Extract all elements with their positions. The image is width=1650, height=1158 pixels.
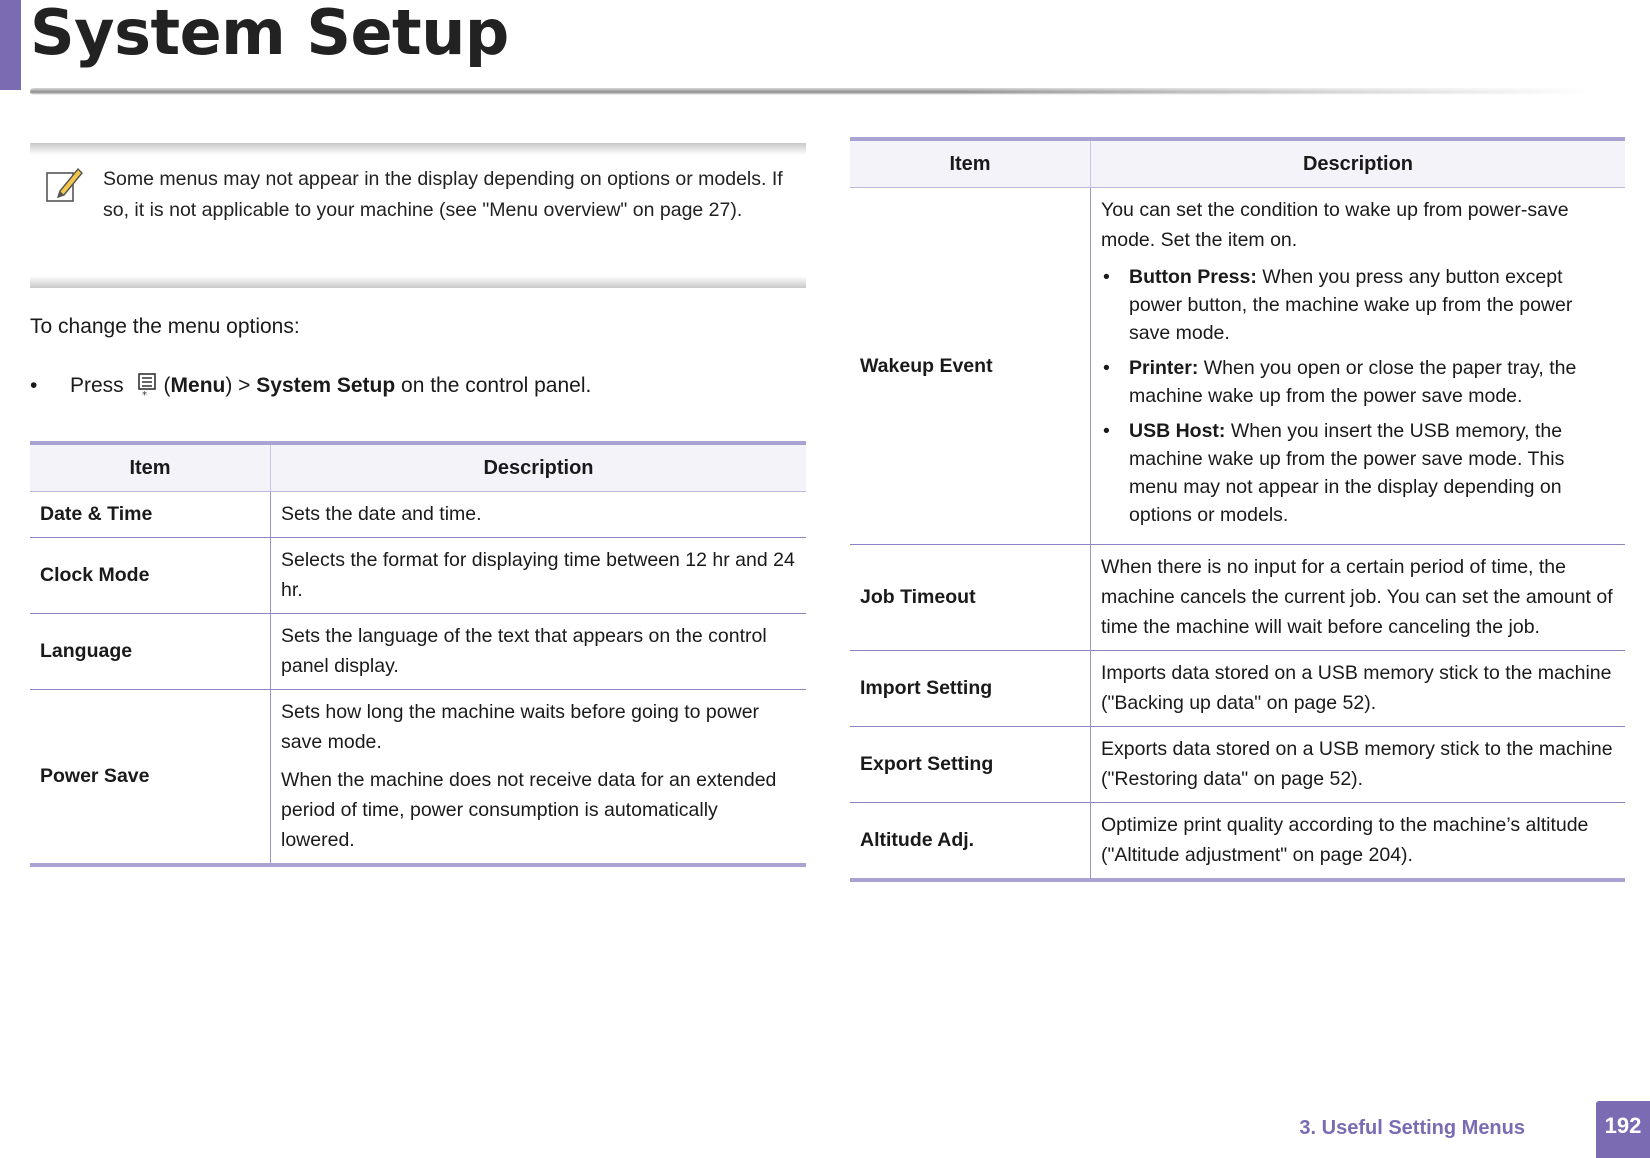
list-item bbox=[1101, 263, 1615, 347]
row-description: Imports data stored on a USB memory stick to the machine ("Backing up data" on page 52). bbox=[1091, 651, 1626, 727]
bullet-label: USB Host: bbox=[1129, 420, 1226, 442]
instruction-press: Press bbox=[70, 374, 124, 397]
row-item: Altitude Adj. bbox=[850, 803, 1091, 881]
bullet-label: Button Press: bbox=[1129, 266, 1257, 288]
row-description bbox=[1091, 188, 1626, 545]
instruction-menu-label: Menu bbox=[170, 374, 226, 397]
note-bottom-border bbox=[30, 276, 806, 288]
footer-section-title: 3. Useful Setting Menus bbox=[1299, 1117, 1525, 1139]
intro-text: To change the menu options: bbox=[30, 315, 300, 338]
row-item: Clock Mode bbox=[30, 538, 271, 614]
bullet-text: When you press any button except power button, the machine wake up from the power save mode. bbox=[1129, 266, 1573, 344]
table-header-row bbox=[30, 443, 806, 492]
row-item: Export Setting bbox=[850, 727, 1091, 803]
bullet-text: When you insert the USB memory, the machine wake up from the power save mode. This menu may not appear in the display depending on options or models. bbox=[1129, 420, 1565, 526]
row-description: Optimize print quality according to the machine’s altitude ("Altitude adjustment" on page 204). bbox=[1091, 803, 1626, 881]
table-row bbox=[30, 492, 806, 538]
row-description: Exports data stored on a USB memory stick to the machine ("Restoring data" on page 52). bbox=[1091, 727, 1626, 803]
list-item bbox=[1101, 354, 1615, 410]
bullet-text: When you open or close the paper tray, the machine wake up from the power save mode. bbox=[1129, 357, 1577, 407]
row-item: Language bbox=[30, 614, 271, 690]
instruction-line bbox=[30, 372, 591, 398]
row-description: When there is no input for a certain period of time, the machine cancels the current job. You can set the amount of time the machine will wait before canceling the job. bbox=[1091, 545, 1626, 651]
instruction-separator: ) > bbox=[225, 374, 251, 397]
instruction-bullet: • bbox=[30, 374, 38, 397]
row-item: Power Save bbox=[30, 690, 271, 866]
list-item bbox=[1101, 417, 1615, 529]
menu-icon bbox=[134, 372, 160, 398]
system-setup-table-left bbox=[30, 441, 806, 867]
system-setup-table-right bbox=[850, 137, 1625, 882]
instruction-suffix: on the control panel. bbox=[401, 374, 592, 397]
row-item: Job Timeout bbox=[850, 545, 1091, 651]
header-description: Description bbox=[271, 443, 807, 492]
wakeup-bullet-list bbox=[1101, 263, 1615, 529]
title-accent-bar bbox=[0, 0, 21, 90]
row-item: Date & Time bbox=[30, 492, 271, 538]
table-row bbox=[850, 188, 1625, 545]
description-paragraph: When the machine does not receive data for an extended period of time, power consumption is automatically lowered. bbox=[281, 769, 777, 851]
row-description: Selects the format for displaying time between 12 hr and 24 hr. bbox=[271, 538, 807, 614]
description-paragraph: Sets how long the machine waits before going to power save mode. bbox=[281, 701, 760, 753]
table-header-row bbox=[850, 139, 1625, 188]
instruction-open-paren: ( bbox=[163, 374, 171, 397]
table-row bbox=[30, 538, 806, 614]
table-row bbox=[850, 545, 1625, 651]
table-row bbox=[30, 614, 806, 690]
row-item: Import Setting bbox=[850, 651, 1091, 727]
bullet-label: Printer: bbox=[1129, 357, 1199, 379]
table-row bbox=[850, 651, 1625, 727]
svg-text:*: * bbox=[141, 390, 147, 398]
header-item: Item bbox=[850, 139, 1091, 188]
row-item: Wakeup Event bbox=[850, 188, 1091, 545]
pencil-note-icon bbox=[44, 165, 84, 205]
header-item: Item bbox=[30, 443, 271, 492]
table-row bbox=[850, 727, 1625, 803]
footer-page-number: 192 bbox=[1596, 1101, 1650, 1158]
row-description: Sets the date and time. bbox=[271, 492, 807, 538]
row-description: Sets the language of the text that appears on the control panel display. bbox=[271, 614, 807, 690]
page-title: System Setup bbox=[30, 0, 509, 69]
header-description: Description bbox=[1091, 139, 1626, 188]
note-text: Some menus may not appear in the display depending on options or models. If so, it is not applicable to your machine (see "Menu overview" on page 27). bbox=[103, 168, 783, 221]
instruction-target: System Setup bbox=[256, 374, 396, 397]
table-row bbox=[30, 690, 806, 866]
note-top-border bbox=[30, 143, 806, 155]
note-box bbox=[30, 143, 806, 288]
description-paragraph: You can set the condition to wake up from power-save mode. Set the item on. bbox=[1101, 199, 1569, 251]
table-row bbox=[850, 803, 1625, 881]
row-description bbox=[271, 690, 807, 866]
title-underline bbox=[30, 88, 1590, 95]
